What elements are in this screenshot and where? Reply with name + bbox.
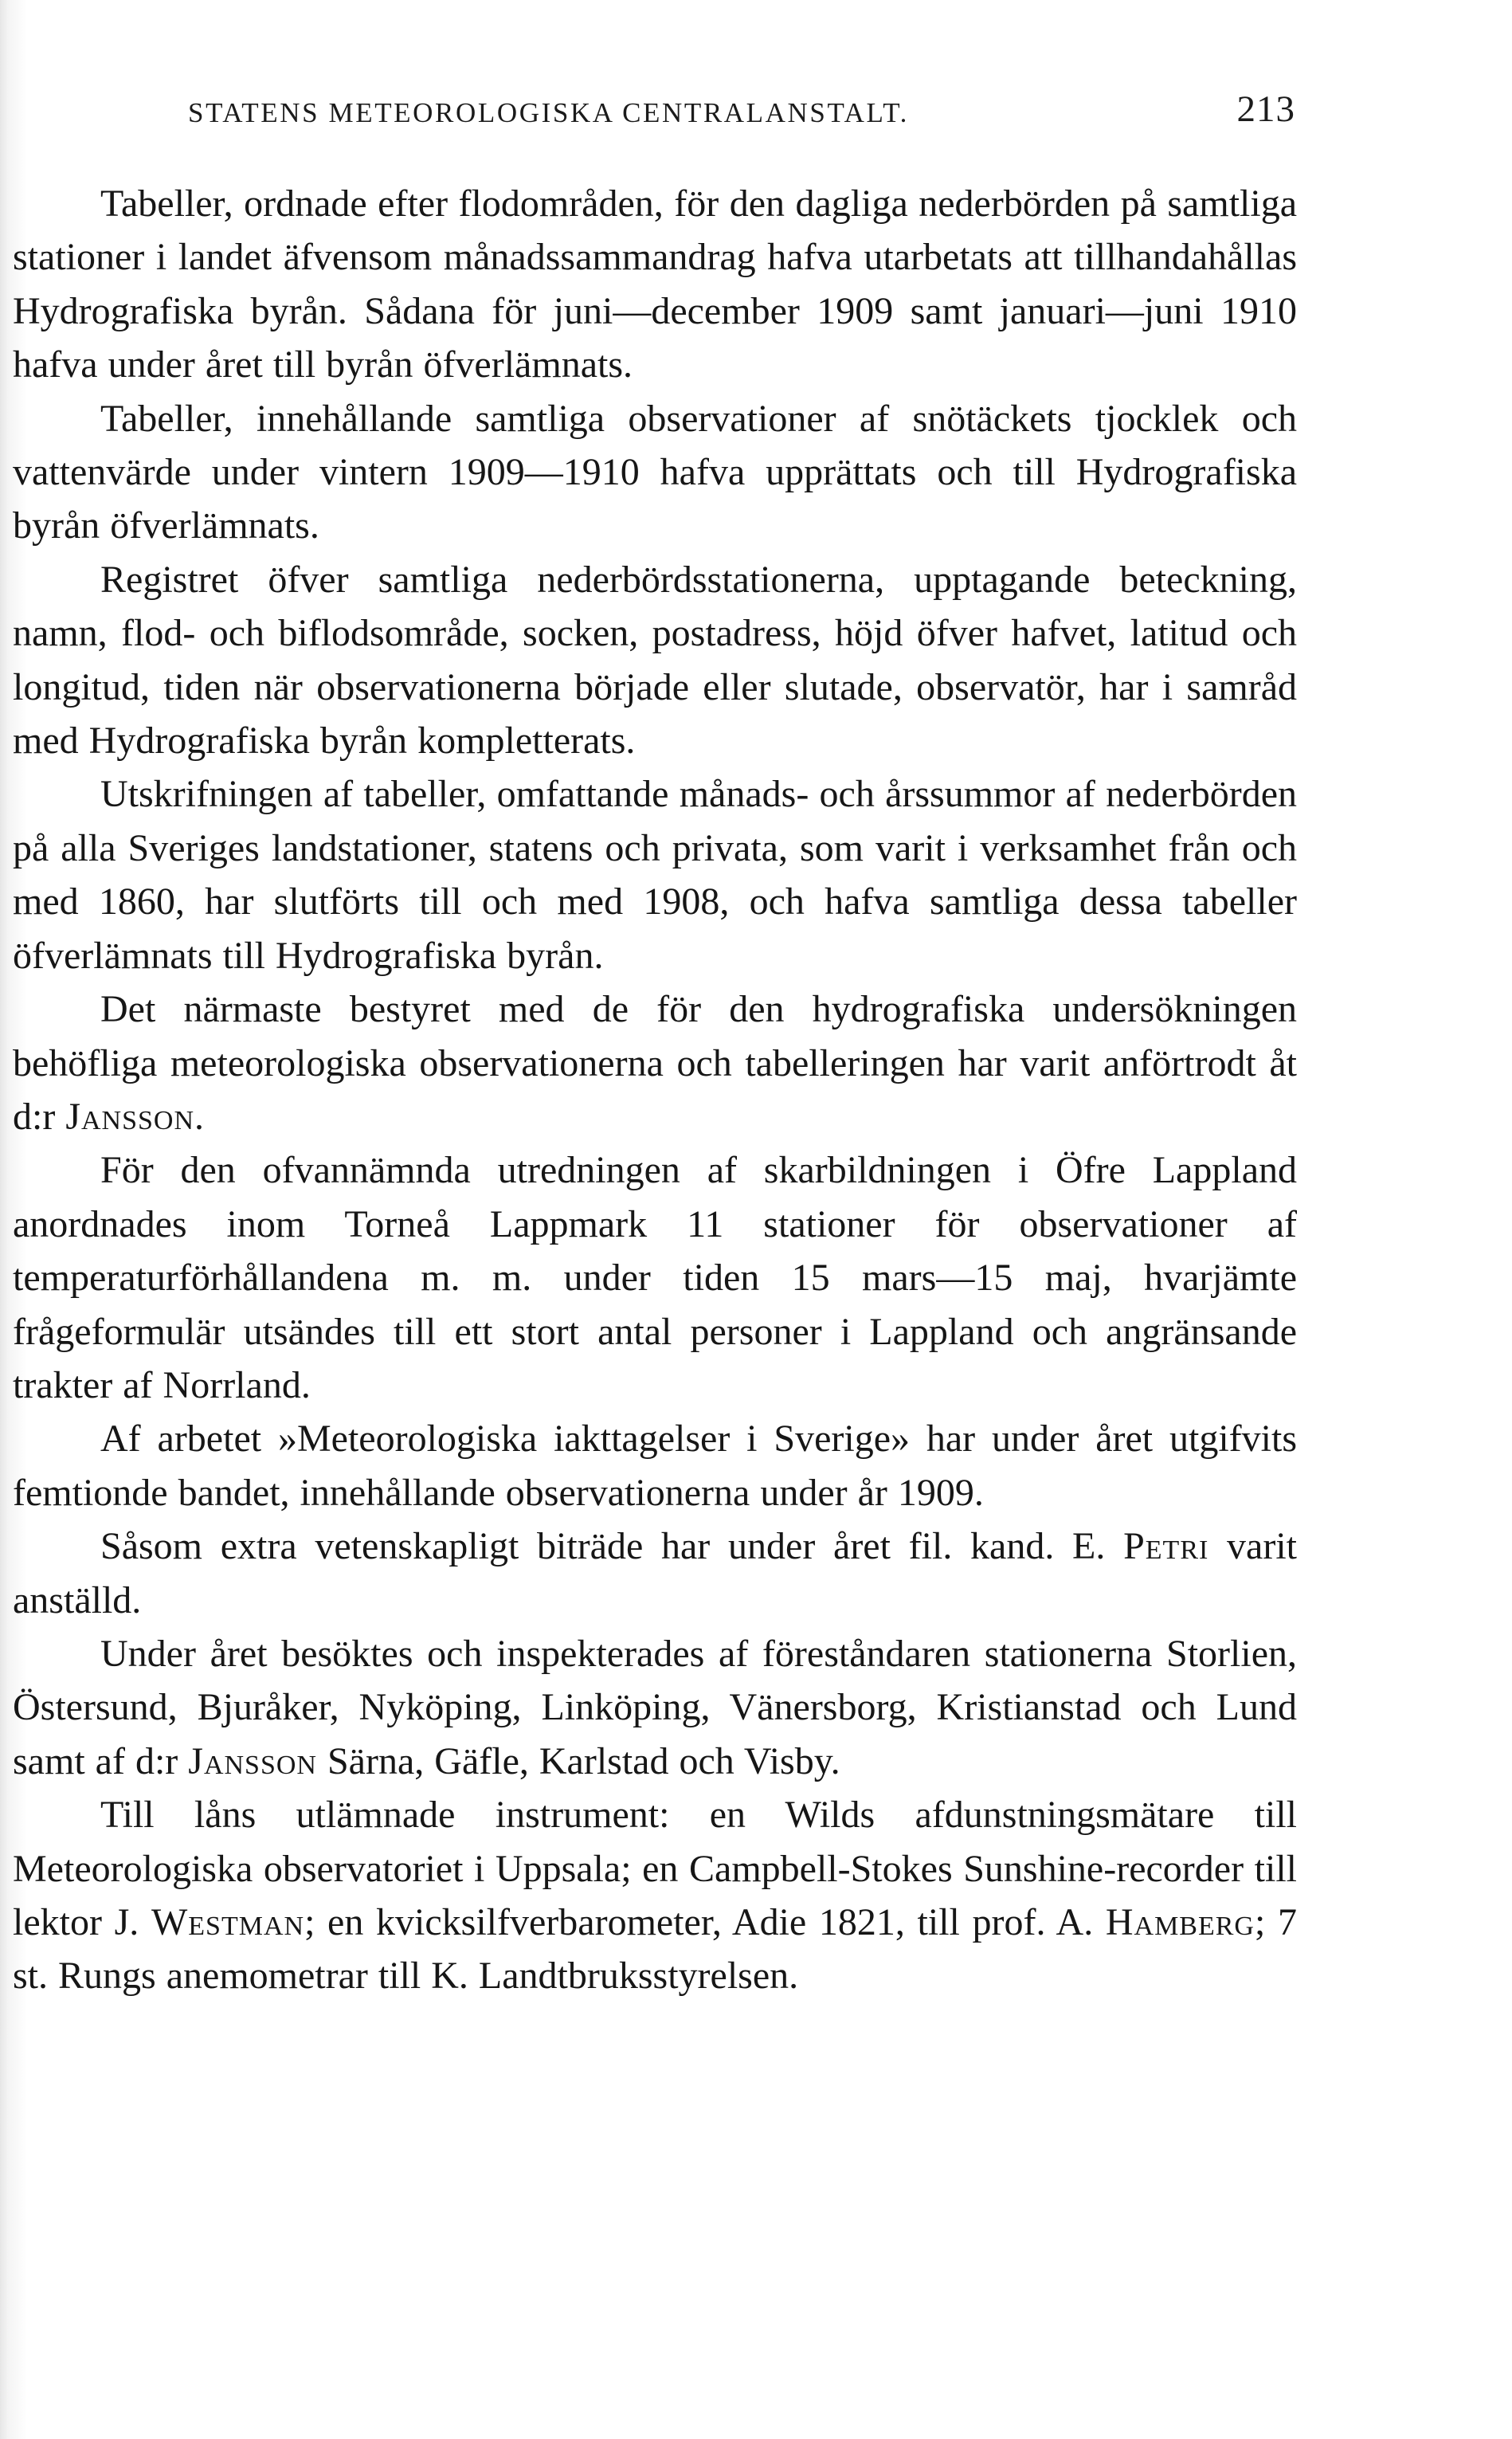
paragraph-nederbord-tabeller [13, 177, 1297, 392]
paragraph-text: Utskrifningen af tabeller, omfattande månads- och årssummor af nederbörden på alla Sveriges landstationer, statens och privata, som varit i verksamhet från och med 1860, har slutförts till och med 1908, och hafva samtliga dessa tabeller öfverlämnats till Hydrografiska byrån. [13, 773, 1297, 977]
paragraph-iakttagelser [13, 1412, 1297, 1519]
paragraph-text: . [194, 1095, 205, 1138]
person-name: Jansson [188, 1739, 317, 1782]
paragraph-inspektion [13, 1627, 1297, 1788]
paragraph-bestyret [13, 982, 1297, 1143]
paragraph-text: Tabeller, innehållande samtliga observationer af snötäckets tjocklek och vattenvärde under vintern 1909—1910 hafva upprättats och till Hydrografiska byrån öfverlämnats. [13, 397, 1297, 547]
page-number: 213 [1236, 88, 1295, 130]
paragraph-text: Under året besöktes och inspekterades af föreståndaren stationerna Storlien, Östersund, Bjuråker, Nyköping, Linköping, Vänersborg, Kristianstad och Lund samt af d:r [13, 1632, 1297, 1782]
paragraph-bitrade [13, 1519, 1297, 1627]
paragraph-text: ; 7 st. Rungs anemometrar till K. Landtbruksstyrelsen. [13, 1901, 1297, 1998]
paragraph-registret [13, 553, 1297, 768]
person-name: Westman [151, 1901, 305, 1943]
paragraph-text: För den ofvannämnda utredningen af skarbildningen i Öfre Lappland anordnades inom Torneå Lappmark 11 stationer för observationer af temperaturförhållandena m. m. under tiden 15 mars—15 maj, hvarjämte frågeformulär utsändes till ett stort antal personer i Lappland och angränsande trakter af Norrland. [13, 1149, 1297, 1406]
paragraph-utskrifningen [13, 767, 1297, 982]
paragraph-text: Af arbetet »Meteorologiska iakttagelser i Sverige» har under året utgifvits femtionde bandet, innehållande observationerna under år 1909. [13, 1418, 1297, 1514]
paragraph-snotacke [13, 392, 1297, 553]
paragraph-text: varit anställd. [13, 1525, 1298, 1621]
person-name: Jansson [65, 1095, 195, 1138]
person-name: Petri [1123, 1525, 1209, 1568]
running-title: STATENS METEOROLOGISKA CENTRALANSTALT. [188, 97, 910, 128]
paragraph-text: Tabeller, ordnade efter flodområden, för den dagliga nederbörden på samtliga stationer i landet äfvensom månadssammandrag hafva utarbetats att tillhandahållas Hydrografiska byrån. Sådana för juni—december 1909 samt januari—juni 1910 hafva under året till byrån öfverlämnats. [13, 182, 1297, 386]
paragraph-text: Såsom extra vetenskapligt biträde har under året fil. kand. E. [100, 1525, 1124, 1568]
paragraph-text: Det närmaste bestyret med de för den hydrografiska undersökningen behöfliga meteorologiska observationerna och tabelleringen har varit anförtrodt åt d:r [13, 988, 1297, 1138]
paragraph-text: Särna, Gäfle, Karlstad och Visby. [316, 1739, 840, 1782]
paragraph-text: ; en kvicksilfverbarometer, Adie 1821, till prof. A. [304, 1901, 1106, 1943]
paragraph-instrument [13, 1788, 1297, 2003]
running-head [188, 88, 1295, 151]
paragraph-text: Registret öfver samtliga nederbördsstationerna, upptagande beteckning, namn, flod- och biflodsområde, socken, postadress, höjd öfver hafvet, latitud och longitud, tiden när observationerna började eller slutade, observatör, har i samråd med Hydrografiska byrån kompletterats. [13, 558, 1297, 763]
body-text [13, 177, 1297, 2003]
paragraph-skarbildningen [13, 1143, 1297, 1412]
paragraph-text: Till låns utlämnade instrument: en Wilds afdunstningsmätare till Meteorologiska observatoriet i Uppsala; en Campbell-Stokes Sunshine-recorder till lektor J. [13, 1794, 1297, 1943]
person-name: Hamberg [1105, 1901, 1255, 1943]
